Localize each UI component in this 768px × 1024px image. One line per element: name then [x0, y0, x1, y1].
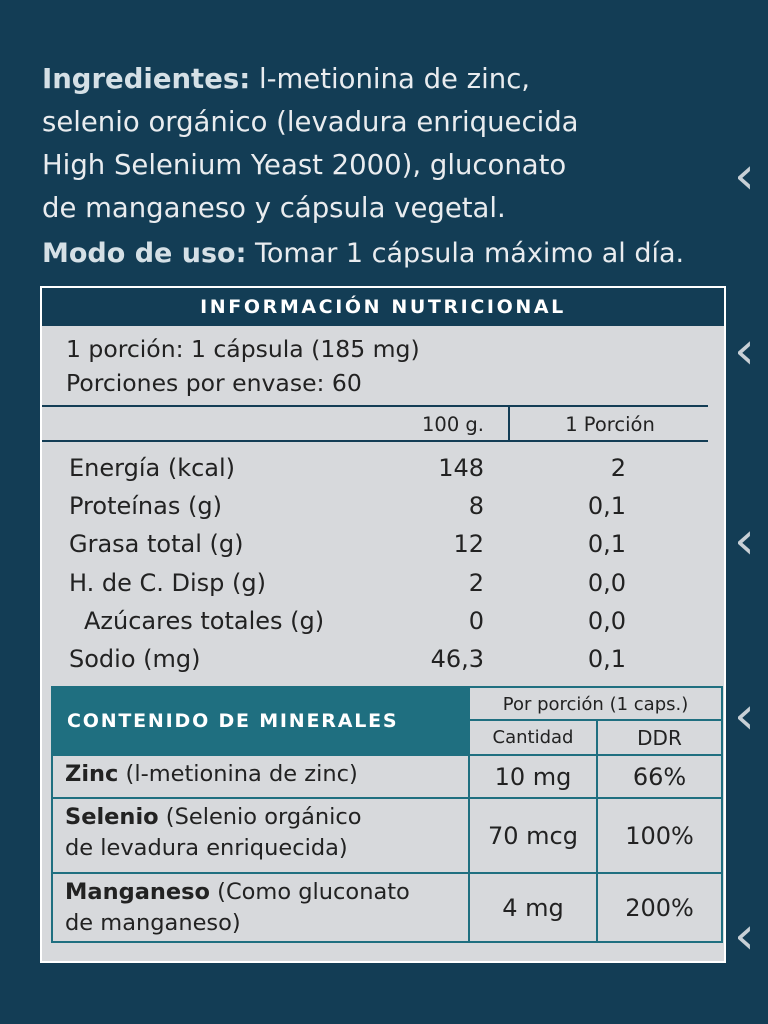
portion-info [66, 332, 420, 400]
nutrition-rows [42, 450, 708, 679]
nutrient-per100: 148 [438, 454, 484, 482]
mineral-amount: 10 mg [494, 762, 572, 791]
nutrient-row [42, 488, 708, 526]
nutrition-label [40, 286, 726, 963]
usage-paragraph [42, 232, 742, 275]
minerals-table [51, 686, 723, 943]
nutrient-name: Azúcares totales (g) [84, 606, 325, 635]
nutrient-per100: 0 [468, 606, 484, 635]
nutrient-per-portion: 2 [610, 454, 626, 482]
chevron-left-icon: ‹ [734, 511, 755, 571]
mineral-ddr: 100% [625, 821, 694, 850]
nutrient-per-portion: 0,1 [587, 530, 626, 559]
col-divider [508, 407, 510, 440]
ingredients-label: Ingredientes: [42, 63, 251, 95]
nutrient-name: Grasa total (g) [69, 530, 244, 559]
ingredients-text-2: selenio orgánico (levadura enriquecida [42, 106, 579, 138]
nutrition-title: INFORMACIÓN NUTRICIONAL [42, 288, 724, 326]
chevron-left-icon: ‹ [734, 686, 755, 746]
usage-text: Tomar 1 cápsula máximo al día. [246, 238, 685, 269]
portion-size: 1 porción: 1 cápsula (185 mg) [66, 335, 420, 363]
nutrient-name: Sodio (mg) [69, 644, 201, 673]
chevron-left-icon: ‹ [734, 146, 755, 206]
nutrient-per-portion: 0,1 [587, 492, 626, 521]
nutrient-name: Energía (kcal) [69, 454, 236, 482]
nutrient-row [42, 450, 708, 488]
nutrient-per100: 46,3 [430, 644, 484, 673]
mineral-name-zinc: Zinc (l-metionina de zinc) [65, 761, 358, 787]
nutrient-row [42, 526, 708, 564]
intro-text [42, 58, 742, 275]
col-ddr-header: DDR [637, 725, 682, 750]
usage-label: Modo de uso: [42, 238, 247, 269]
chevron-left-icon: ‹ [734, 906, 755, 966]
mineral-amount: 70 mcg [488, 821, 578, 850]
nutrition-column-header [42, 405, 708, 442]
nutrient-per-portion: 0,0 [587, 568, 626, 597]
nutrient-row [42, 603, 708, 641]
mineral-name-manganeso: Manganeso (Como gluconato de manganeso) [65, 879, 410, 936]
nutrient-per-portion: 0,1 [587, 644, 626, 673]
nutrient-per100: 8 [468, 492, 484, 521]
mineral-ddr: 200% [625, 893, 694, 922]
nutrient-per-portion: 0,0 [587, 606, 626, 635]
servings-per-container: Porciones por envase: 60 [66, 369, 362, 397]
chevron-left-icon: ‹ [734, 321, 755, 381]
mineral-name-selenio: Selenio (Selenio orgánico de levadura enriquecida) [65, 804, 362, 861]
mineral-ddr: 66% [632, 762, 687, 791]
ingredients-text-3: High Selenium Yeast 2000), gluconato [42, 149, 567, 181]
nutrient-per100: 2 [468, 568, 484, 597]
nutrient-name: Proteínas (g) [69, 492, 222, 521]
ingredients-paragraph [42, 58, 742, 230]
nutrient-row [42, 565, 708, 603]
nutrient-name: H. de C. Disp (g) [69, 568, 267, 597]
ingredients-text-4: de manganeso y cápsula vegetal. [42, 192, 506, 224]
col-header-portion: 1 Porción [565, 413, 655, 436]
ingredients-text-1: l-metionina de zinc, [250, 63, 531, 95]
nutrient-per100: 12 [453, 530, 484, 559]
per-portion-header: Por porción (1 caps.) [502, 693, 689, 715]
nutrient-row [42, 641, 708, 679]
minerals-title: CONTENIDO DE MINERALES [53, 688, 468, 754]
col-amount-header: Cantidad [492, 727, 574, 748]
mineral-amount: 4 mg [502, 893, 564, 922]
col-header-100g: 100 g. [422, 413, 484, 436]
